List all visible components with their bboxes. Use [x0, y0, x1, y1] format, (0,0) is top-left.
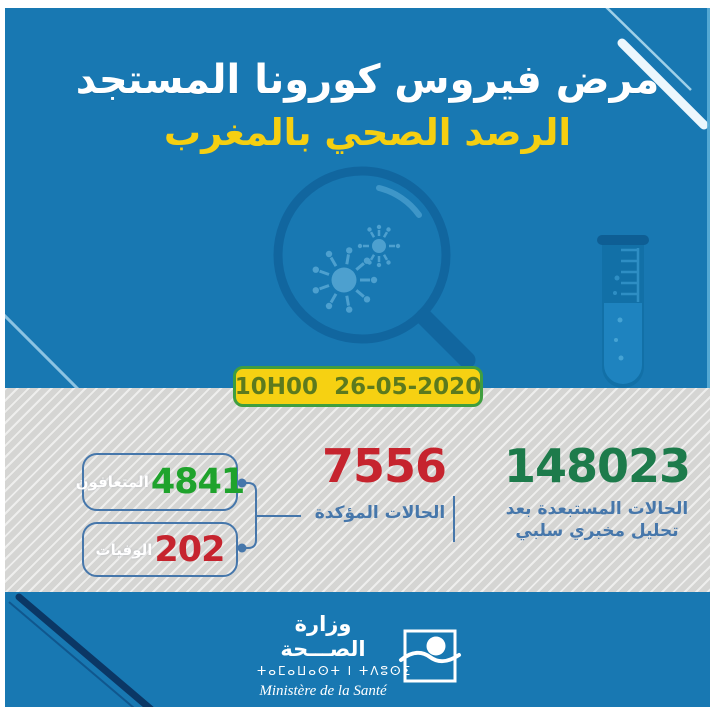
- timestamp-badge: [233, 366, 483, 407]
- excluded-cases-stat: [488, 439, 706, 542]
- main-title: مرض فيروس كورونا المستجد: [75, 57, 660, 103]
- virus-large-icon: [313, 247, 378, 313]
- recovered-box: [75, 453, 245, 511]
- ministry-logo-text: [257, 612, 413, 700]
- excluded-cases-value: 148023: [503, 439, 691, 493]
- header-section: [5, 8, 710, 388]
- confirmed-cases-stat: [300, 439, 468, 493]
- magnifier-icon: [278, 171, 467, 360]
- ministry-name-french: Ministère de la Santé: [259, 683, 387, 699]
- ministry-logo: [257, 612, 457, 700]
- ministry-name-arabic: وزارة الصـــحة: [280, 612, 366, 661]
- deaths-value: 202: [154, 529, 225, 570]
- ministry-name-tifinagh: ⵜⴰⵎⴰⵡⴰⵙⵜ ⵏ ⵜⴷⵓⵙⵉ: [257, 664, 413, 678]
- confirmed-cases-label: الحالات المؤكدة: [314, 503, 446, 523]
- deaths-label: الوفيات: [95, 540, 153, 559]
- subtitle: الرصد الصحي بالمغرب: [163, 111, 572, 154]
- recovered-label: المتعافون: [75, 473, 149, 491]
- recovered-value: 4841: [150, 462, 245, 502]
- excluded-cases-label: [488, 498, 706, 542]
- timestamp-text: 10H00 26-05-2020: [234, 373, 482, 400]
- test-tube-icon: [597, 235, 649, 388]
- footer-section: [5, 592, 710, 707]
- deaths-box: [82, 522, 238, 577]
- statistics-section: [5, 388, 710, 592]
- vertical-divider: [453, 496, 455, 542]
- confirmed-cases-value: 7556: [321, 439, 447, 493]
- ministry-logo-mark-icon: [403, 629, 457, 683]
- excluded-cases-label-line1: الحالات المستبعدة بعد: [505, 499, 689, 519]
- excluded-cases-label-line2: تحليل مخبري سلبي: [515, 521, 679, 541]
